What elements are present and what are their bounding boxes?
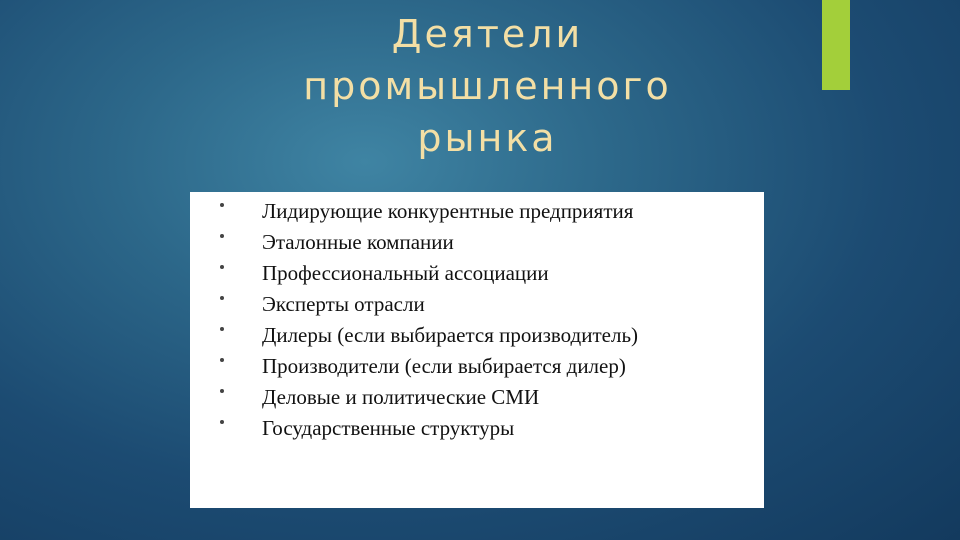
list-item xyxy=(220,384,752,410)
accent-bar xyxy=(822,0,850,90)
bullet-list xyxy=(220,198,752,441)
bullet-icon xyxy=(220,265,224,269)
list-item-text: Дилеры (если выбирается производитель) xyxy=(262,323,639,347)
list-item xyxy=(220,415,752,441)
bullet-icon xyxy=(220,203,224,207)
bullet-icon xyxy=(220,296,224,300)
bullet-icon xyxy=(220,327,224,331)
content-box xyxy=(190,192,764,508)
list-item xyxy=(220,353,752,379)
title-line: промышленного xyxy=(303,64,672,108)
title-line: рынка xyxy=(417,116,558,160)
bullet-icon xyxy=(220,358,224,362)
list-item xyxy=(220,198,752,224)
list-item-text: Профессиональный ассоциации xyxy=(262,261,549,285)
list-item-text: Лидирующие конкурентные предприятия xyxy=(262,199,634,223)
list-item xyxy=(220,291,752,317)
bullet-icon xyxy=(220,234,224,238)
list-item-text: Производители (если выбирается дилер) xyxy=(262,354,626,378)
list-item xyxy=(220,260,752,286)
list-item-text: Эталонные компании xyxy=(262,230,454,254)
title-line: Деятели xyxy=(391,12,584,56)
list-item-text: Государственные структуры xyxy=(262,416,515,440)
bullet-icon xyxy=(220,389,224,393)
list-item-text: Эксперты отрасли xyxy=(262,292,425,316)
list-item xyxy=(220,229,752,255)
list-item-text: Деловые и политические СМИ xyxy=(262,385,540,409)
slide-title xyxy=(200,8,775,164)
bullet-icon xyxy=(220,420,224,424)
list-item xyxy=(220,322,752,348)
